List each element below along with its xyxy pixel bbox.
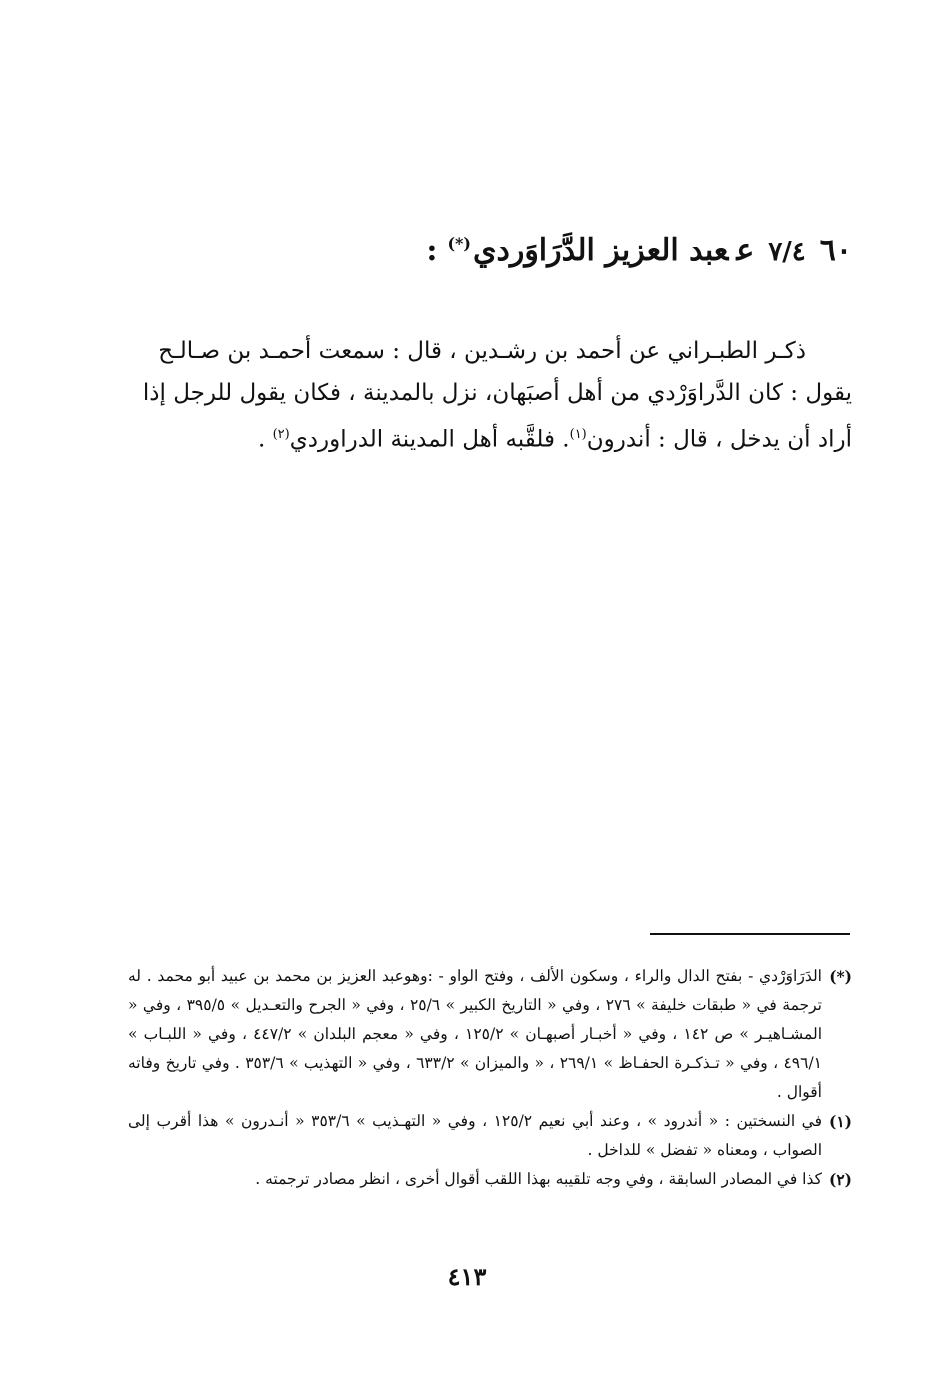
body-line-3: [130, 414, 852, 461]
footnote-2: [128, 1165, 852, 1194]
entry-colon: :: [426, 233, 438, 268]
footnote-text: الدَرَاوَرْدي - بفتح الدال والراء ، وسكون الألف ، وفتح الواو - :وهوعبد العزيز بن محمد بن عبيد أبو محمد . له ترجمة في « طبقات خليفة » ٢٧٦ ، وفي « التاريخ الكبير » ٢٥/٦ ، وفي « الجرح والتعـديل » ٣٩٥/٥ ، وفي « المشـاهيـر » ص ١٤٢ ، وفي « أخبـار أصبهـان » ١٢٥/٢ ، وفي « معجم البلدان » ٤٤٧/٢ ، وفي « اللبـاب » ٤٩٦/١ ، وفي « تـذكـرة الحفـاظ » ٢٦٩/١ ، « والميزان » ٦٣٣/٢ ، وفي « التهذيب » ٣٥٣/٦ . وفي تاريخ وفاته أقوال .: [128, 967, 822, 1101]
entry-heading: [92, 222, 852, 274]
footnote-ref-1: (١): [569, 427, 587, 442]
entry-note-marker: (*): [447, 234, 471, 253]
footnote-text: في النسختين : « أندرود » ، وعند أبي نعيم ١٢٥/٢ ، وفي « التهـذيب » ٣٥٣/٦ « أنـدرون » هذا أقرب إلى الصواب ، ومعناه « تفضل » للداخل .: [128, 1112, 822, 1159]
body-line-1: ذكـر الطبـراني عن أحمد بن رشـدين ، قال : سمعت أحمـد بن صـالـح: [158, 338, 806, 364]
entry-name: عبد العزيز الدَّرَاوَردي: [472, 233, 729, 268]
entry-number: ٦٠: [819, 233, 852, 268]
entry-code: ع: [736, 233, 755, 268]
footnote-marker: (*): [829, 967, 852, 986]
footnote-1: [128, 1107, 852, 1165]
body-line-3-part-c: .: [257, 426, 266, 453]
footnotes: [128, 962, 852, 1194]
footnote-ref-2: (٢): [272, 427, 290, 442]
body-line-2: يقول : كان الدَّراوَرْدي من أهل أصبَهان، نزل بالمدينة ، فكان يقول للرجل إذا: [142, 380, 852, 406]
footnote-marker: (٢): [828, 1170, 852, 1189]
body-line-3-part-a: أراد أن يدخل ، قال : أندرون: [586, 426, 852, 453]
footnote-text: كذا في المصادر السابقة ، وفي وجه تلقيبه بهذا اللقب أقوال أخرى ، انظر مصادر ترجمته .: [255, 1170, 822, 1188]
page-number: ٤١٣: [447, 1262, 487, 1291]
body-text: [130, 330, 852, 461]
entry-symbol: ٧/٤: [768, 237, 806, 267]
footnote-star: [128, 962, 852, 1107]
body-line-3-part-b: . فلقَّبه أهل المدينة الدراوردي: [289, 426, 570, 453]
footnote-divider: [650, 933, 850, 935]
footnote-marker: (١): [828, 1112, 852, 1131]
